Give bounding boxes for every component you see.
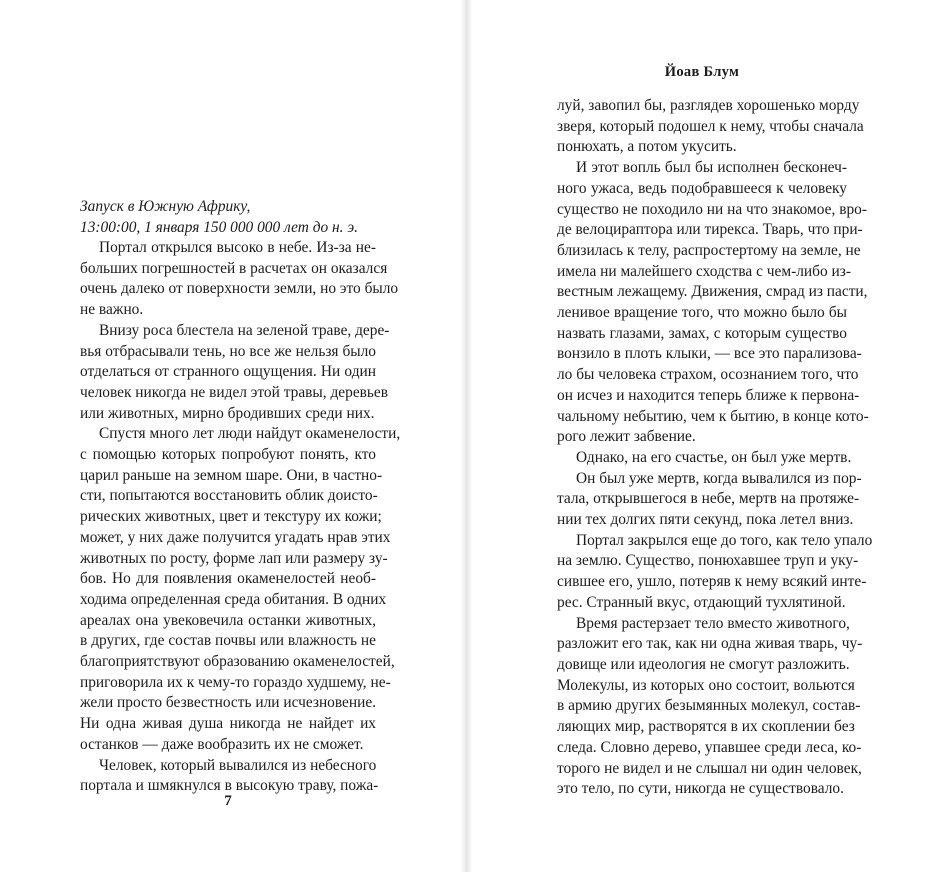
text-line: или животных, мирно бродивших среди них. bbox=[80, 404, 375, 422]
text-line: может, у них даже получится угадать нрав этих bbox=[80, 528, 391, 546]
text-line: благоприятствуют образованию окаменелостей, bbox=[80, 653, 395, 671]
text-line: с помощью которых попробуют понять, кто bbox=[80, 446, 376, 464]
text-line: следа. Словно дерево, упавшее среди леса, ко- bbox=[557, 738, 862, 756]
text-line: отделаться от странного ощущения. Ни один bbox=[80, 363, 376, 381]
text-line: очень далеко от поверхности земли, но это было bbox=[80, 280, 399, 298]
text-line: человек никогда не видел этой травы, деревьев bbox=[80, 383, 389, 401]
text-line: близилась к телу, распростертому на земле, не bbox=[557, 241, 861, 259]
epigraph-line: Запуск в Южную Африку, bbox=[80, 198, 251, 215]
text-line: торого не видел и не слышал ни один человек, bbox=[557, 759, 862, 777]
text-line: ного ужаса, ведь подобравшееся к человеку bbox=[557, 179, 847, 197]
text-line: ленивое вращение того, что можно было бы bbox=[557, 304, 847, 322]
text-line: де велоцираптора или тирекса. Тварь, что при- bbox=[557, 221, 863, 239]
right-page-body bbox=[557, 96, 873, 800]
text-line: Портал закрылся еще до того, как тело упало bbox=[576, 531, 873, 549]
text-line: Спустя много лет люди найдут окаменелости, bbox=[99, 425, 401, 443]
text-line: вья отбрасывали тень, но все же нельзя было bbox=[80, 342, 376, 360]
left-page bbox=[80, 0, 401, 872]
text-line: Ни одна живая душа никогда не найдет их bbox=[80, 715, 376, 733]
text-line: И этот вопль был бы исполнен бесконеч- bbox=[576, 159, 847, 177]
text-line: вонзило в плоть клыки, — все это парализова- bbox=[557, 345, 862, 363]
left-page-body bbox=[80, 238, 401, 797]
text-line: существо не походило ни на что знакомое, вро- bbox=[557, 200, 867, 218]
text-line: на землю. Существо, понюхавшее труп и уку- bbox=[557, 552, 859, 570]
text-line: довище или идеология не смогут разложить. bbox=[557, 655, 850, 673]
text-line: понюхать, а потом укусить. bbox=[557, 138, 737, 156]
text-line: ло бы человека страхом, осознанием того, что bbox=[557, 366, 859, 384]
text-line: рес. Странный вкус, отдающий тухлятиной. bbox=[557, 593, 846, 611]
text-line: в армию других безымянных молекул, состав- bbox=[557, 697, 861, 715]
text-line: бов. Но для появления окаменелостей необ- bbox=[80, 570, 376, 588]
text-line: Внизу роса блестела на зеленой траве, дере- bbox=[99, 321, 390, 339]
text-line: сти, попытаются восстановить облик доисто- bbox=[80, 487, 378, 505]
running-header-author: Йоав Блум bbox=[664, 64, 740, 80]
text-line: он исчез и находится теперь ближе к первона- bbox=[557, 386, 860, 404]
text-line: портала и шмякнулся в высокую траву, пожа- bbox=[80, 777, 379, 795]
text-line: Время растерзает тело вместо животного, bbox=[576, 614, 850, 632]
text-line: разложит его так, как ни одна живая тварь, чу- bbox=[557, 635, 863, 653]
page-number: 7 bbox=[224, 793, 232, 809]
text-line: это тело, по сути, никогда не существовало. bbox=[557, 780, 844, 798]
text-line: рических животных, цвет и текстуру их кожи; bbox=[80, 508, 382, 526]
text-line: больших погрешностей в расчетах он оказался bbox=[80, 259, 388, 277]
text-line: сившее его, ушло, потеряв к нему всякий инте- bbox=[557, 573, 867, 591]
text-line: вестным лежащему. Движения, смрад из пасти, bbox=[557, 283, 868, 301]
text-line: не важно. bbox=[80, 301, 144, 319]
text-line: тала, открывшегося в небе, мертв на протяже- bbox=[557, 490, 860, 508]
text-line: ареалах она увековечила останки животных, bbox=[80, 611, 376, 629]
text-line: останков — даже вообразить их не сможет. bbox=[80, 735, 364, 753]
epigraph bbox=[80, 197, 376, 238]
text-line: зверя, который подошел к нему, чтобы сначала bbox=[557, 117, 864, 135]
text-line: царил раньше на земном шаре. Они, в частно- bbox=[80, 466, 383, 484]
epigraph-line: 13:00:00, 1 января 150 000 000 лет до н. э. bbox=[80, 218, 358, 236]
text-line: рого лежит забвение. bbox=[557, 428, 696, 446]
text-line: животных по росту, форме лап или размеру зу- bbox=[80, 549, 388, 567]
text-line: Он был уже мертв, когда вывалился из пор- bbox=[576, 469, 862, 487]
book-gutter bbox=[460, 0, 472, 872]
text-line: ляющих мир, растворятся в их скоплении без bbox=[557, 718, 855, 736]
text-line: имела ни малейшего сходства с чем-либо из- bbox=[557, 262, 851, 280]
text-line: жели просто безвестность или исчезновение. bbox=[80, 694, 377, 712]
text-line: ходима определенная среда обитания. В одних bbox=[80, 590, 387, 608]
text-line: Портал открылся высоко в небе. Из-за не- bbox=[99, 239, 376, 256]
text-line: Молекулы, из которых оно состоит, вольются bbox=[557, 676, 855, 694]
text-line: Человек, который вывалился из небесного bbox=[99, 756, 377, 774]
text-line: нии тех долгих пяти секунд, пока летел вниз. bbox=[557, 511, 854, 529]
text-line: приговорила их к чему-то гораздо худшему, не- bbox=[80, 673, 391, 691]
text-line: чальному небытию, чем к бытию, в конце кото- bbox=[557, 407, 869, 425]
right-page bbox=[557, 0, 873, 872]
text-line: луй, завопил бы, разглядев хорошенько морду bbox=[557, 97, 860, 114]
text-line: Однако, на его счастье, он был уже мертв. bbox=[576, 448, 852, 466]
text-line: в других, где состав почвы или влажность не bbox=[80, 632, 376, 650]
text-line: назвать глазами, замах, с которым существо bbox=[557, 324, 847, 342]
